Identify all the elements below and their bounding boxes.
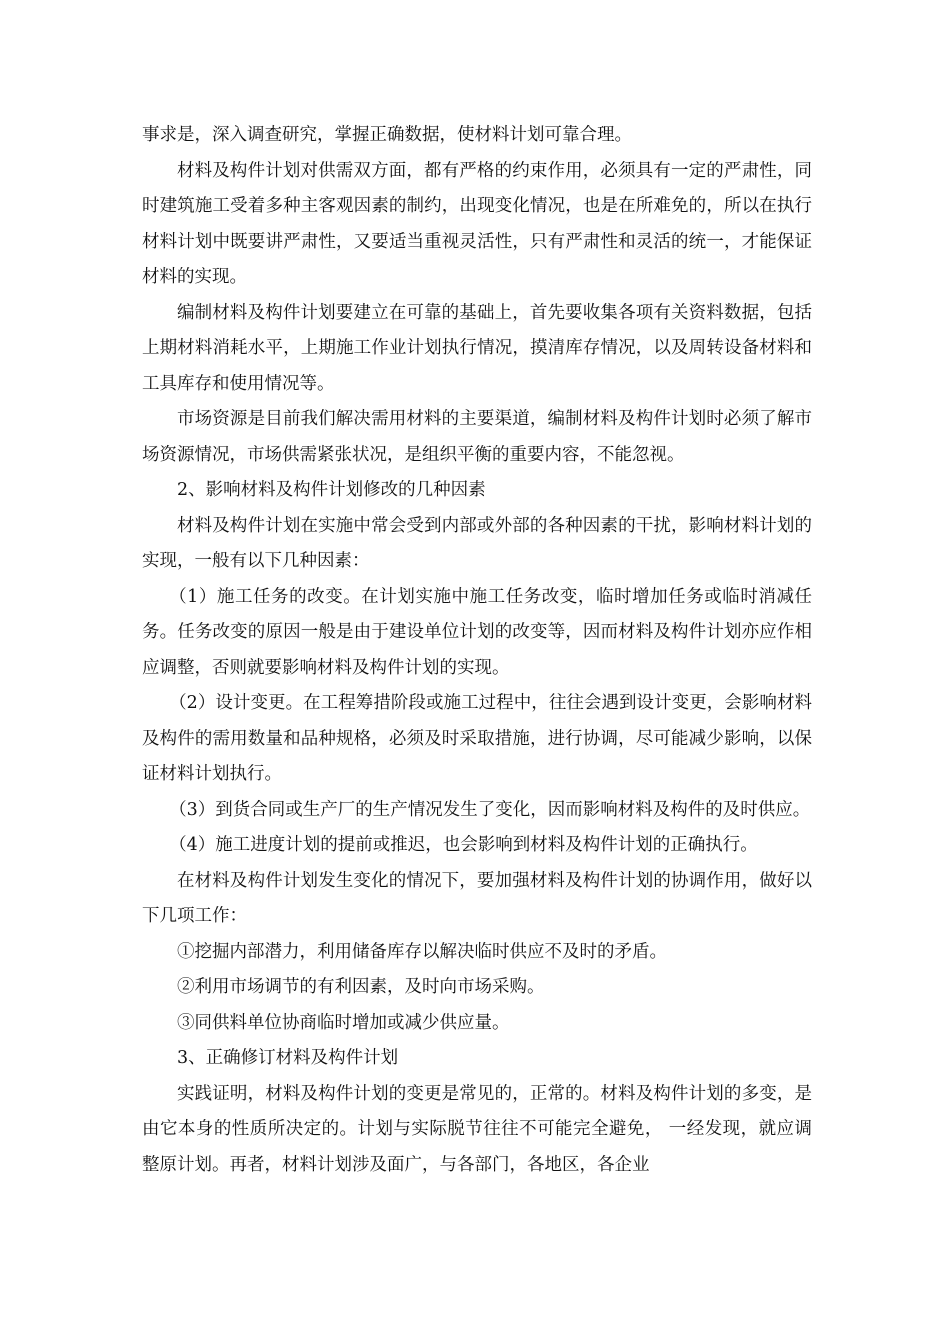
- paragraph-7: 实践证明，材料及构件计划的变更是常见的，正常的。材料及构件计划的多变，是由它本身的性质所决定的。计划与实际脱节往往不可能完全避免， 一经发现，就应调整原计划。再者，材料计划涉及面广，与各部门，各地区，各企业: [142, 1083, 812, 1175]
- paragraph-1: 事求是，深入调查研究，掌握正确数据，使材料计划可靠合理。: [142, 125, 632, 145]
- document-body: [142, 118, 812, 1183]
- section-heading-3: 3、正确修订材料及构件计划: [177, 1048, 399, 1068]
- paragraph-4: 市场资源是目前我们解决需用材料的主要渠道，编制材料及构件计划时必须了解市场资源情况，市场供需紧张状况，是组织平衡的重要内容，不能忽视。: [142, 409, 812, 465]
- section-heading-2: 2、影响材料及构件计划修改的几种因素: [177, 480, 486, 500]
- paragraph-6: 在材料及构件计划发生变化的情况下，要加强材料及构件计划的协调作用，做好以下几项工作：: [142, 870, 812, 926]
- sub-item-3: ③同供料单位协商临时增加或减少供应量。: [177, 1012, 510, 1033]
- paragraph-2: 材料及构件计划对供需双方面，都有严格的约束作用，必须具有一定的严肃性，同时建筑施工受着多种主客观因素的制约，出现变化情况，也是在所难免的，所以在执行材料计划中既要讲严肃性，又要适当重视灵活性，只有严肃性和灵活的统一，才能保证材料的实现。: [142, 160, 812, 287]
- list-item-2: （2）设计变更。在工程筹措阶段或施工过程中，往往会遇到设计变更，会影响材料及构件的需用数量和品种规格，必须及时采取措施，进行协调，尽可能减少影响，以保证材料计划执行。: [142, 693, 812, 784]
- sub-item-2: ②利用市场调节的有利因素，及时向市场采购。: [177, 977, 545, 997]
- sub-item-1: ①挖掘内部潜力，利用储备库存以解决临时供应不及时的矛盾。: [177, 941, 667, 962]
- list-item-3: （3）到货合同或生产厂的生产情况发生了变化，因而影响材料及构件的及时供应。: [169, 799, 811, 820]
- list-item-4: （4）施工进度计划的提前或推迟，也会影响到材料及构件计划的正确执行。: [169, 835, 758, 855]
- list-item-1: （1）施工任务的改变。在计划实施中施工任务改变，临时增加任务或临时消减任务。任务改变的原因一般是由于建设单位计划的改变等，因而材料及构件计划亦应作相应调整，否则就要影响材料及构件计划的实现。: [142, 586, 812, 678]
- paragraph-5: 材料及构件计划在实施中常会受到内部或外部的各种因素的干扰，影响材料计划的实现，一般有以下几种因素：: [142, 515, 812, 571]
- paragraph-3: 编制材料及构件计划要建立在可靠的基础上，首先要收集各项有关资料数据，包括上期材料消耗水平，上期施工作业计划执行情况，摸清库存情况，以及周转设备材料和工具库存和使用情况等。: [142, 302, 812, 394]
